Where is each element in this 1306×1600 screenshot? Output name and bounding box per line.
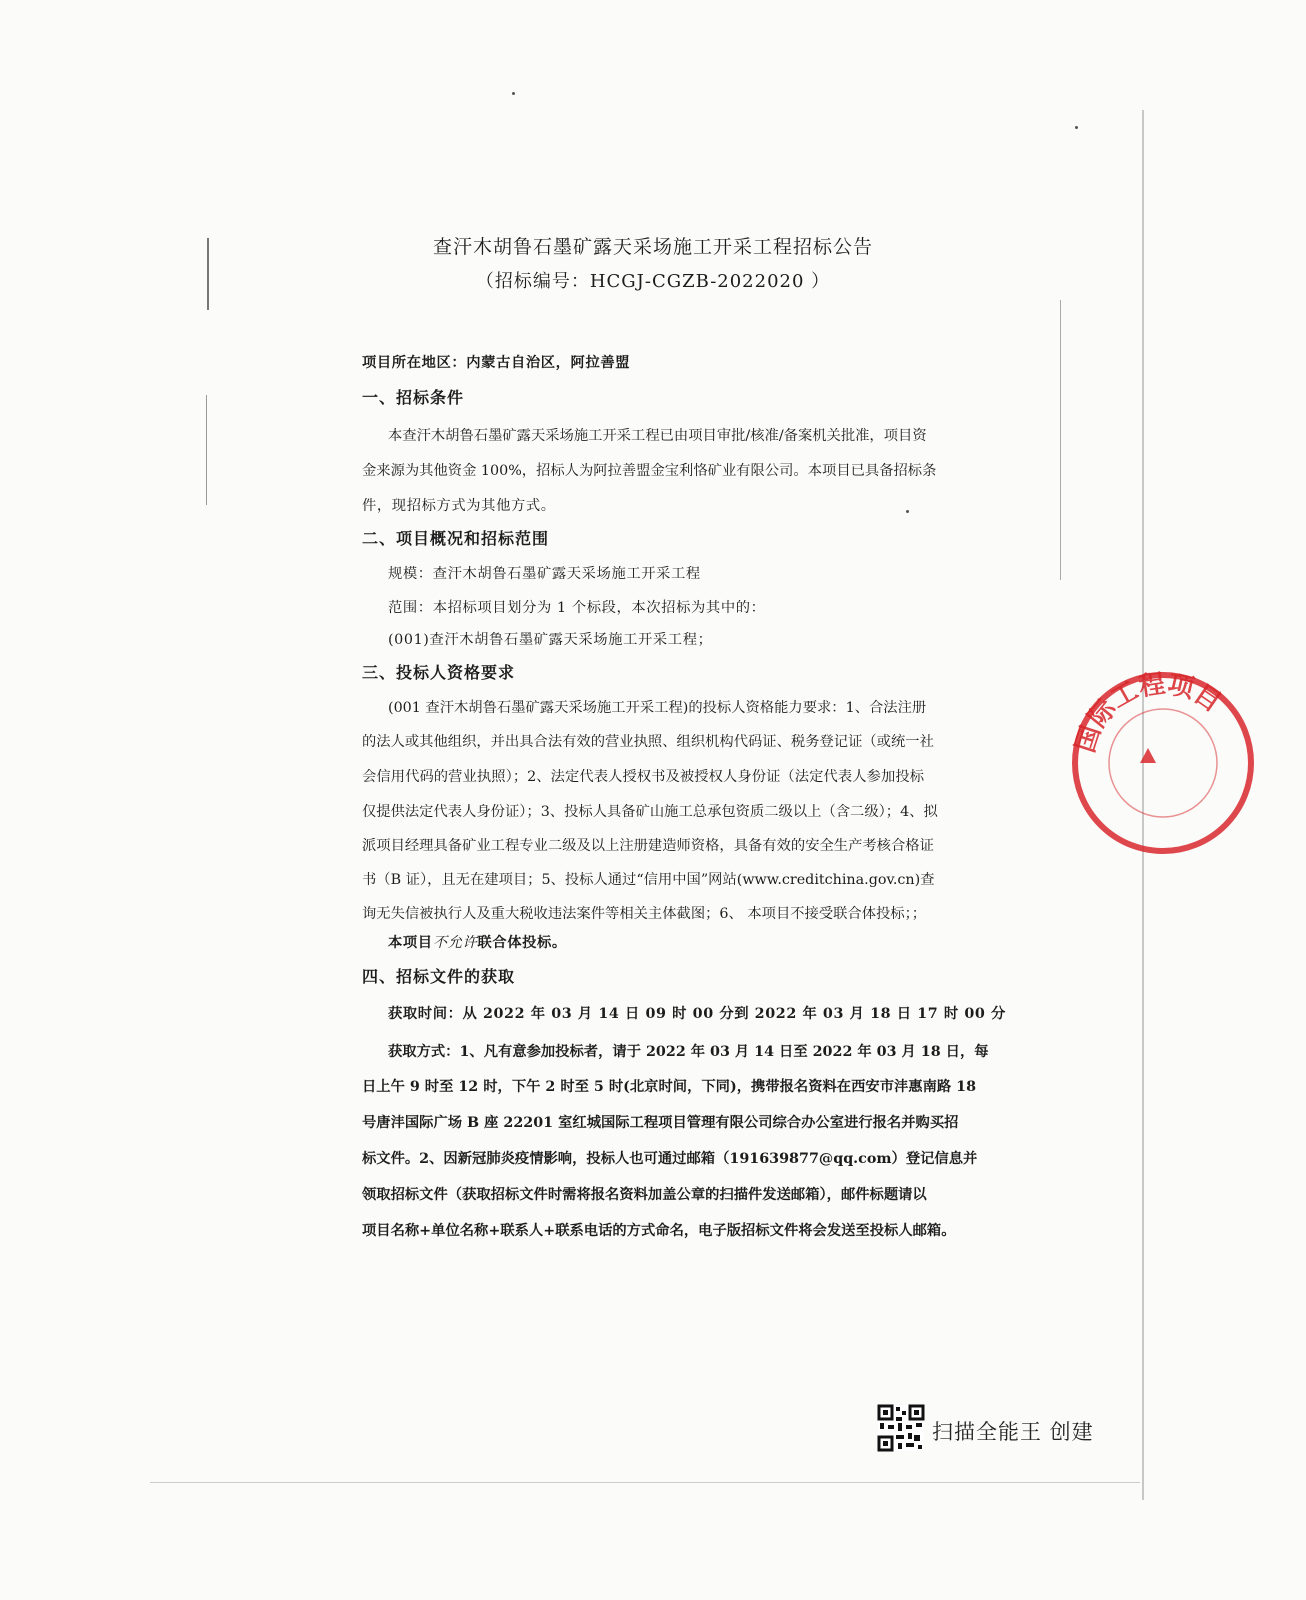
project-region: 项目所在地区：内蒙古自治区，阿拉善盟 (362, 355, 631, 371)
scan-edge-line (206, 395, 207, 505)
seal-text: 国际工程项目 (1070, 669, 1227, 757)
section-3-line: (001 查汗木胡鲁石墨矿露天采场施工开采工程)的投标人资格能力要求：1、合法注册 (388, 700, 927, 716)
project-scale: 规模：查汗木胡鲁石墨矿露天采场施工开采工程 (388, 566, 701, 582)
project-scope: 范围：本招标项目划分为 1 个标段，本次招标为其中的： (388, 600, 766, 616)
bid-number: （招标编号：HCGJ-CGZB-2022020 ） (475, 271, 831, 292)
section-3-heading: 三、投标人资格要求 (362, 663, 516, 682)
consortium-suffix: 联合体投标。 (477, 935, 567, 951)
acquisition-time: 获取时间：从 2022 年 03 月 14 日 09 时 00 分到 2022 年 03 月 18 日 17 时 00 分 (388, 1006, 1006, 1022)
section-4-line: 领取招标文件（获取招标文件时需将报名资料加盖公章的扫描件发送邮箱），邮件标题请以 (362, 1187, 927, 1203)
section-3-line: 书（B 证），且无在建项目；5、投标人通过“信用中国”网站(www.creditchina.gov.cn)查 (362, 872, 935, 888)
scan-edge-line (150, 1482, 1140, 1483)
section-1-line: 件，现招标方式为其他方式。 (362, 498, 556, 514)
section-4-line: 号唐沣国际广场 B 座 22201 室红城国际工程项目管理有限公司综合办公室进行报名并购买招 (362, 1115, 959, 1131)
consortium-note (388, 932, 567, 952)
section-4-line: 日上午 9 时至 12 时，下午 2 时至 5 时(北京时间，下同)，携带报名资料在西安市沣惠南路 18 (362, 1079, 977, 1095)
scan-speck (1075, 126, 1078, 129)
section-3-line: 派项目经理具备矿业工程专业二级及以上注册建造师资格，具备有效的安全生产考核合格证 (362, 838, 934, 854)
project-lot: (001)查汗木胡鲁石墨矿露天采场施工开采工程； (388, 632, 713, 648)
consortium-emphasis: 不允许 (432, 935, 478, 951)
scan-edge-line (1060, 300, 1061, 580)
company-seal-stamp (1068, 668, 1258, 858)
section-4-line: 标文件。2、因新冠肺炎疫情影响，投标人也可通过邮箱（191639877@qq.com）登记信息并 (362, 1151, 978, 1167)
scan-speck (906, 510, 909, 513)
section-3-line: 仅提供法定代表人身份证）；3、投标人具备矿山施工总承包资质二级以上（含二级）；4、拟 (362, 804, 938, 820)
document-title: 查汗木胡鲁石墨矿露天采场施工开采工程招标公告 (432, 236, 873, 258)
consortium-prefix: 本项目 (388, 935, 433, 951)
qr-code-icon (878, 1405, 924, 1451)
scanner-watermark: 扫描全能王 创建 (932, 1420, 1094, 1444)
section-1-line: 金来源为其他资金 100%，招标人为阿拉善盟金宝利恪矿业有限公司。本项目已具备招标条 (362, 463, 937, 479)
section-1-line: 本查汗木胡鲁石墨矿露天采场施工开采工程已由项目审批/核准/备案机关批准，项目资 (388, 428, 927, 444)
section-4-heading: 四、招标文件的获取 (362, 967, 516, 986)
section-1-heading: 一、招标条件 (362, 388, 465, 407)
section-4-line: 项目名称+单位名称+联系人+联系电话的方式命名，电子版招标文件将会发送至投标人邮箱。 (362, 1223, 956, 1239)
scan-speck (512, 92, 515, 95)
section-3-line: 会信用代码的营业执照）；2、法定代表人授权书及被授权人身份证（法定代表人参加投标 (362, 769, 924, 785)
section-3-line: 询无失信被执行人及重大税收违法案件等相关主体截图；6、 本项目不接受联合体投标；； (362, 906, 927, 922)
section-2-heading: 二、项目概况和招标范围 (362, 529, 550, 548)
section-3-line: 的法人或其他组织，并出具合法有效的营业执照、组织机构代码证、税务登记证（或统一社 (362, 734, 934, 750)
section-4-line: 获取方式：1、凡有意参加投标者，请于 2022 年 03 月 14 日至 2022 年 03 月 18 日，每 (388, 1044, 989, 1060)
